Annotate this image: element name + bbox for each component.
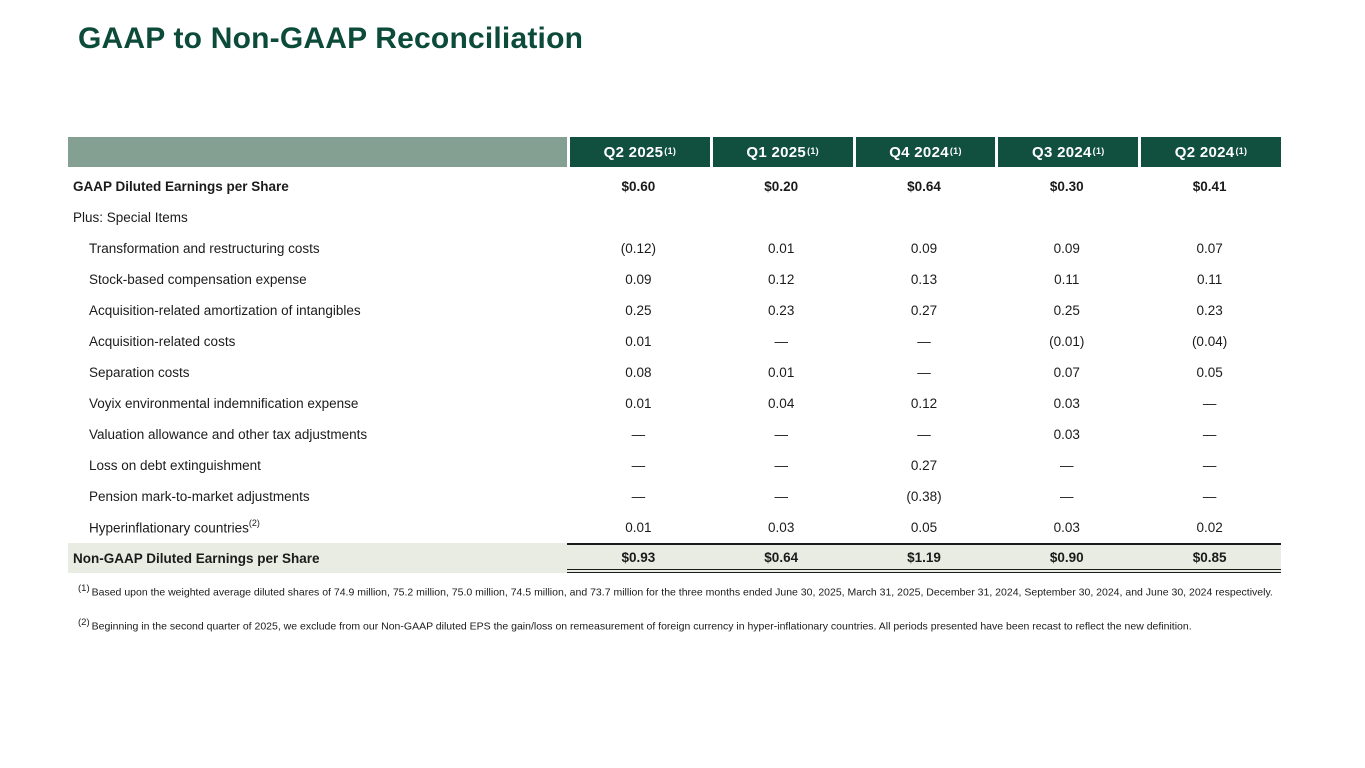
- column-header-label: Q1 2025: [746, 143, 807, 161]
- row-value: 0.05: [910, 520, 938, 535]
- table-body: [68, 167, 1281, 543]
- row-value: $0.60: [621, 179, 656, 194]
- footnote-1: [78, 583, 1278, 600]
- row-value: $0.64: [907, 179, 941, 194]
- row-value: 0.03: [1053, 520, 1080, 535]
- column-header-q3-2024: [995, 137, 1138, 167]
- row-value: 0.03: [1053, 396, 1080, 411]
- footnote-1-marker: (1): [78, 583, 90, 594]
- row-value: 0.09: [1053, 241, 1080, 256]
- row-label: Acquisition-related amortization of intangibles: [89, 303, 361, 318]
- row-value: (0.04): [1191, 334, 1228, 349]
- header-label-cell: [68, 137, 567, 167]
- footnotes: [78, 583, 1278, 650]
- row-value: —: [1060, 458, 1074, 473]
- column-header-label: Q2 2025: [603, 143, 664, 161]
- row-value: 0.23: [768, 303, 795, 318]
- footnote-1-text: Based upon the weighted average diluted shares of 74.9 million, 75.2 million, 75.0 million, 74.5 million, and 73.7 million for the three months ended June 30, 2025, March 31, 2025, December 31, 2024, September 30, 2024, and June 30, 2024 respectively.: [91, 586, 1273, 599]
- row-value: —: [774, 489, 788, 504]
- row-value: 0.11: [1054, 272, 1080, 287]
- row-value: 0.27: [910, 303, 938, 318]
- column-header-q4-2024: [853, 137, 996, 167]
- row-value: 0.02: [1196, 520, 1223, 535]
- row-value: $0.30: [1049, 179, 1084, 194]
- row-value: 0.07: [1053, 365, 1080, 380]
- row-value: 0.11: [1196, 272, 1223, 287]
- row-value: (0.12): [620, 241, 657, 256]
- row-value: (0.38): [906, 489, 942, 504]
- row-value: 0.25: [1053, 303, 1080, 318]
- row-label: Plus: Special Items: [73, 210, 188, 225]
- row-label: Hyperinflationary countries$^{(2)}$: [89, 518, 260, 536]
- footnote-2-text: Beginning in the second quarter of 2025, we exclude from our Non-GAAP diluted EPS the gain/loss on remeasurement of foreign currency in hyper-inflationary countries. All periods presented have been recast to reflect the new definition.: [91, 620, 1192, 633]
- column-header-q2-2025: [567, 137, 710, 167]
- column-header-label: Q3 2024: [1032, 143, 1092, 161]
- table-row: [68, 326, 1281, 357]
- footnote-2: [78, 617, 1278, 634]
- row-label-footnote-marker: (2): [248, 518, 260, 529]
- row-label: Voyix environmental indemnification expense: [89, 396, 359, 411]
- table-row: [68, 512, 1281, 543]
- row-value: —: [1202, 489, 1217, 504]
- total-value: $0.64: [764, 549, 799, 565]
- row-value: 0.01: [625, 520, 652, 535]
- row-label: Acquisition-related costs: [89, 334, 236, 349]
- row-value: —: [1202, 458, 1217, 473]
- total-row: [68, 543, 1281, 573]
- row-value: 0.01: [768, 241, 795, 256]
- table-row: [68, 419, 1281, 450]
- row-label: Stock-based compensation expense: [89, 272, 307, 287]
- total-row-label: Non-GAAP Diluted Earnings per Share: [73, 550, 320, 566]
- row-value: —: [774, 427, 788, 442]
- table-header-row: [68, 137, 1281, 167]
- row-value: —: [631, 458, 646, 473]
- total-value: $0.85: [1192, 549, 1227, 565]
- row-value: —: [1202, 427, 1217, 442]
- row-value: 0.08: [625, 365, 652, 380]
- row-value: 0.04: [768, 396, 795, 411]
- row-value: —: [774, 458, 788, 473]
- footnote-2-marker: (2): [78, 616, 90, 628]
- row-value: —: [917, 427, 931, 442]
- row-value: 0.27: [910, 458, 938, 473]
- row-value: 0.01: [768, 365, 795, 380]
- header-columns: [567, 137, 1281, 167]
- row-value: —: [774, 334, 788, 349]
- total-row-values: [567, 543, 1281, 573]
- column-header-label: Q4 2024: [889, 143, 949, 161]
- row-value: 0.13: [910, 272, 938, 287]
- column-header-footnote-marker: (1): [949, 146, 962, 156]
- column-header-footnote-marker: (1): [664, 146, 677, 156]
- row-value: (0.01): [1049, 334, 1085, 349]
- table-row: [68, 264, 1281, 295]
- row-label: Transformation and restructuring costs: [89, 241, 320, 256]
- total-value: $0.90: [1049, 549, 1084, 565]
- row-value: 0.07: [1196, 241, 1223, 256]
- row-label: Pension mark-to-market adjustments: [89, 489, 310, 504]
- row-value: —: [917, 334, 931, 349]
- table-row: [68, 171, 1281, 202]
- column-header-footnote-marker: (1): [1092, 146, 1105, 156]
- column-header-footnote-marker: (1): [1235, 146, 1248, 156]
- column-header-q1-2025: [710, 137, 853, 167]
- row-value: 0.09: [625, 272, 652, 287]
- row-value: —: [1060, 489, 1074, 504]
- table-row: [68, 295, 1281, 326]
- table-row: [68, 357, 1281, 388]
- table-row: [68, 233, 1281, 264]
- table-row: [68, 481, 1281, 512]
- row-value: 0.25: [625, 303, 652, 318]
- reconciliation-table: [68, 137, 1281, 573]
- row-label: Separation costs: [89, 365, 190, 380]
- row-label: Valuation allowance and other tax adjustments: [89, 427, 368, 442]
- row-value: 0.03: [1053, 427, 1080, 442]
- row-value: $0.20: [764, 179, 799, 194]
- row-value: 0.05: [1196, 365, 1223, 380]
- row-value: 0.01: [625, 334, 652, 349]
- table-row: [68, 388, 1281, 419]
- row-value: 0.09: [910, 241, 938, 256]
- page-title: GAAP to Non-GAAP Reconciliation: [78, 22, 584, 55]
- row-value: 0.12: [768, 272, 795, 287]
- row-value: 0.01: [625, 396, 652, 411]
- row-value: —: [1202, 396, 1217, 411]
- row-value: 0.03: [768, 520, 795, 535]
- row-value: 0.12: [910, 396, 938, 411]
- row-label: GAAP Diluted Earnings per Share: [73, 179, 289, 194]
- row-value: —: [631, 489, 646, 504]
- table-row: [68, 450, 1281, 481]
- total-value: $1.19: [907, 549, 941, 565]
- row-value: 0.23: [1196, 303, 1223, 318]
- row-label: Loss on debt extinguishment: [89, 458, 261, 473]
- column-header-label: Q2 2024: [1174, 143, 1235, 161]
- column-header-q2-2024: [1138, 137, 1281, 167]
- row-value: —: [917, 365, 931, 380]
- table-row: [68, 202, 1281, 233]
- row-value: —: [631, 427, 646, 442]
- row-value: $0.41: [1192, 179, 1227, 194]
- column-header-footnote-marker: (1): [807, 146, 819, 156]
- total-value: $0.93: [621, 549, 656, 565]
